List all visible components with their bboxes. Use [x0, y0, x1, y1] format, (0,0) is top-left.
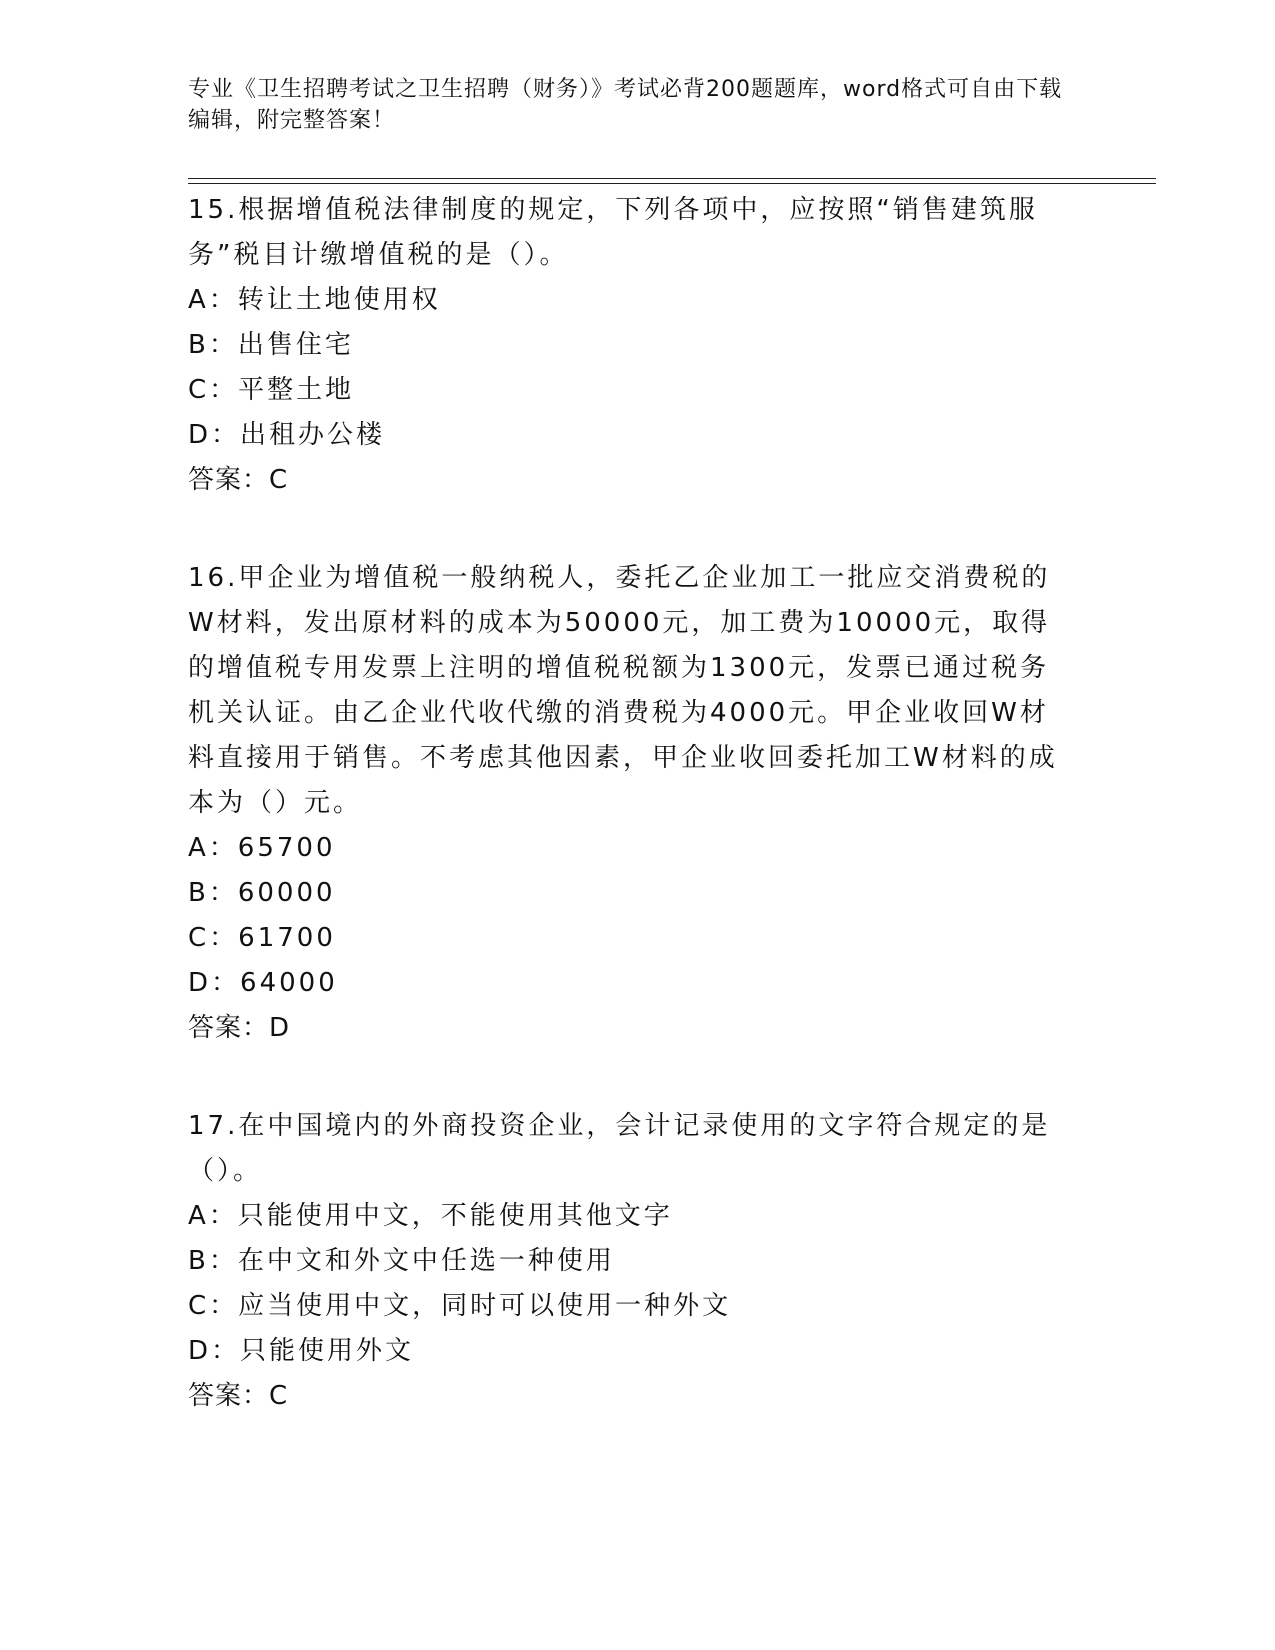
option-a: A：65700 [188, 833, 336, 863]
option-d: D：64000 [188, 968, 338, 998]
option-b: B：60000 [188, 878, 336, 908]
header-divider-top [188, 178, 1156, 179]
answer-line: 答案：D [188, 1013, 291, 1043]
document-intro: 专业《卫生招聘考试之卫生招聘（财务）》考试必背200题题库，word格式可自由下载编辑，附完整答案！ [188, 77, 1063, 133]
answer-line: 答案：C [188, 465, 289, 495]
option-c: C：应当使用中文，同时可以使用一种外文 [188, 1291, 732, 1321]
option-d: D：出租办公楼 [188, 420, 386, 450]
question-15 [188, 188, 1068, 503]
question-stem: 16.甲企业为增值税一般纳税人，委托乙企业加工一批应交消费税的W材料，发出原材料的成本为50000元，加工费为10000元，取得的增值税专用发票上注明的增值税税额为1300元，发票已通过税务机关认证。由乙企业代收代缴的消费税为4000元。甲企业收回W材料直接用于销售。不考虑其他因素，甲企业收回委托加工W材料的成本为（）元。 [188, 563, 1058, 818]
header-divider-bottom [188, 183, 1156, 184]
option-c: C：平整土地 [188, 375, 355, 405]
question-stem: 15.根据增值税法律制度的规定，下列各项中，应按照“销售建筑服务”税目计缴增值税的是（）。 [188, 195, 1038, 270]
question-stem: 17.在中国境内的外商投资企业，会计记录使用的文字符合规定的是（）。 [188, 1111, 1051, 1186]
option-a: A：只能使用中文，不能使用其他文字 [188, 1201, 673, 1231]
option-b: B：在中文和外文中任选一种使用 [188, 1246, 615, 1276]
question-16 [188, 556, 1068, 1051]
option-d: D：只能使用外文 [188, 1336, 415, 1366]
answer-line: 答案：C [188, 1381, 289, 1411]
option-a: A：转让土地使用权 [188, 285, 441, 315]
option-b: B：出售住宅 [188, 330, 354, 360]
question-17 [188, 1104, 1068, 1419]
option-c: C：61700 [188, 923, 336, 953]
